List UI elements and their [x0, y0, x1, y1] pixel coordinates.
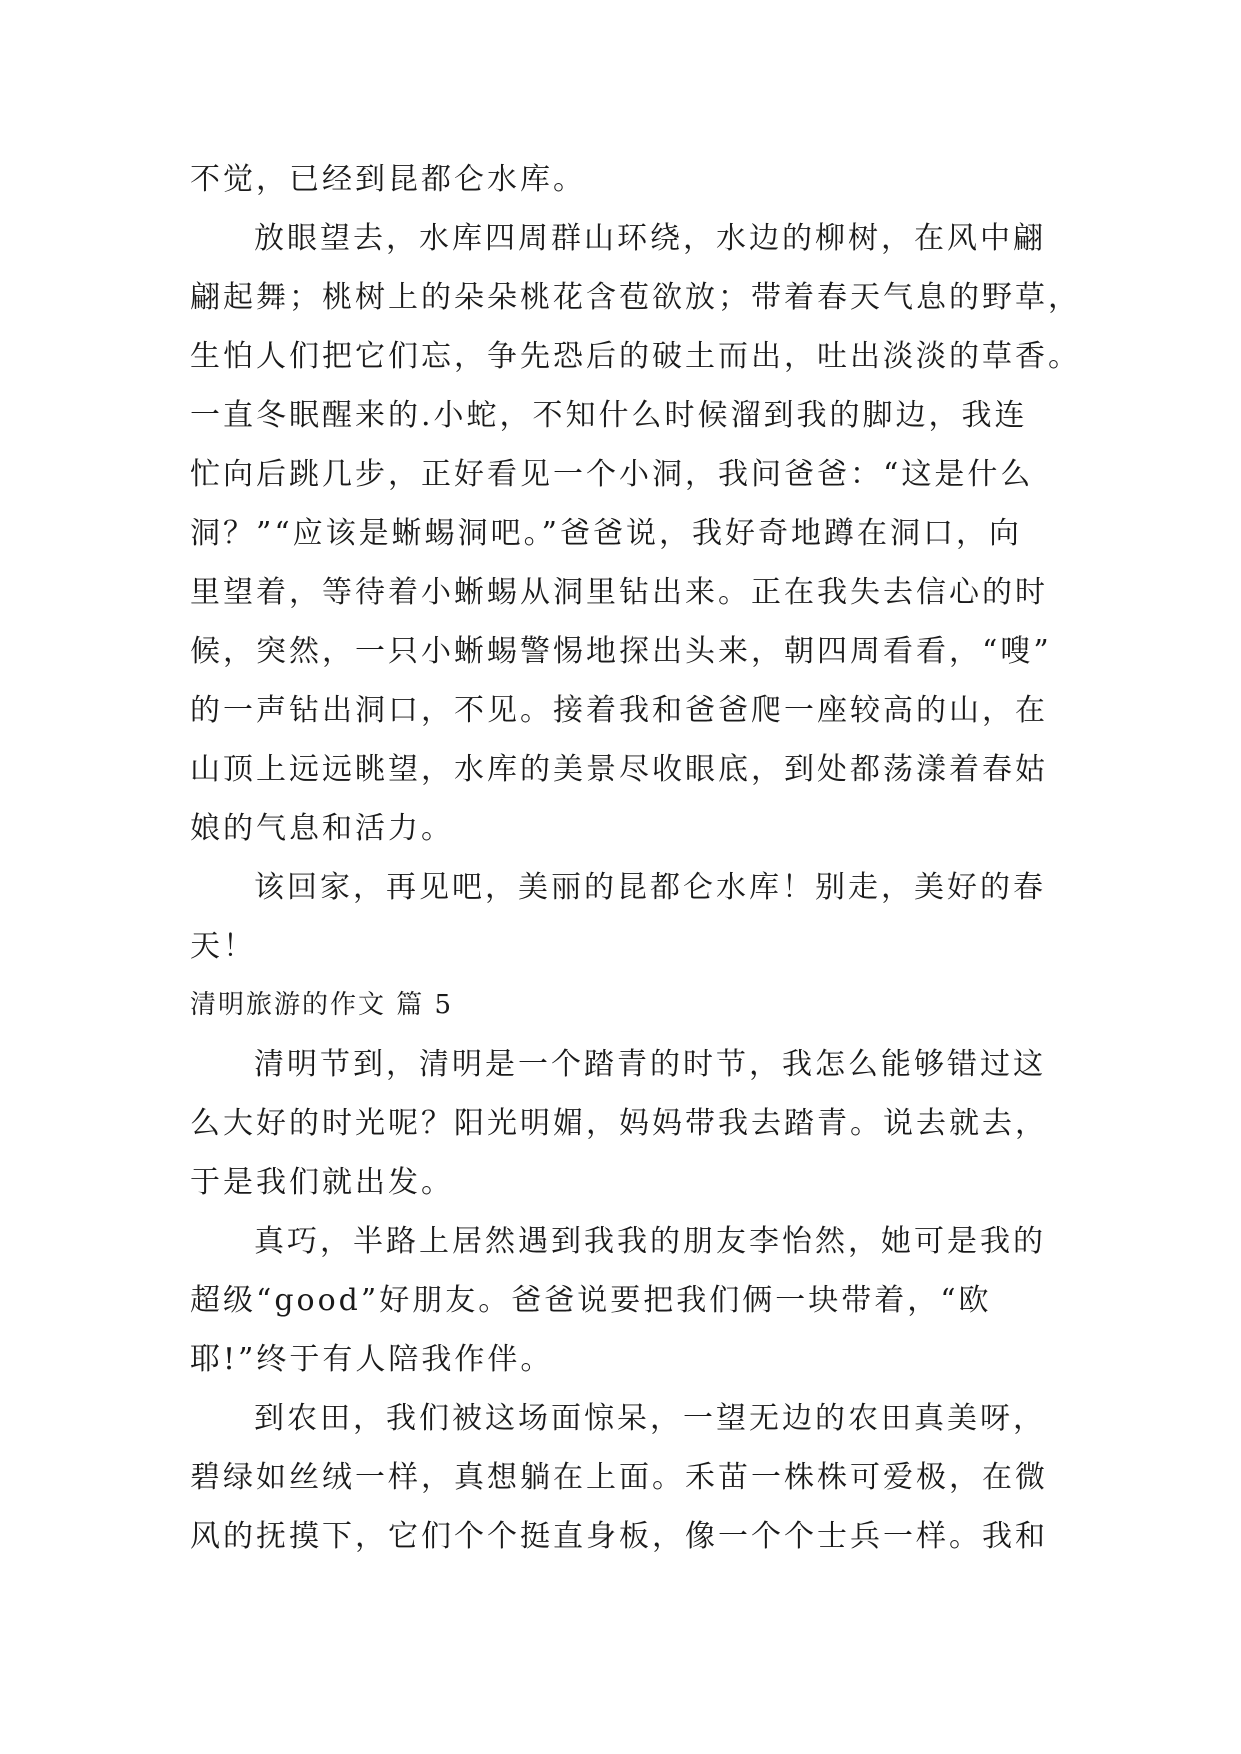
text-line: 里望着，等待着小蜥蜴从洞里钻出来。正在我失去信心的时: [190, 575, 1048, 610]
text-line: 一直冬眠醒来的.小蛇，不知什么时候溜到我的脚边，我连: [190, 398, 1028, 433]
text-line: 翩起舞；桃树上的朵朵桃花含苞欲放；带着春天气息的野草，: [190, 280, 1081, 315]
text-line: 碧绿如丝绒一样，真想躺在上面。禾苗一株株可爱极，在微: [190, 1460, 1048, 1495]
text-line: 生怕人们把它们忘，争先恐后的破土而出，吐出淡淡的草香。: [190, 339, 1081, 374]
section-heading: 清明旅游的作文 篇 5: [190, 990, 454, 1020]
text-line: 耶!”终于有人陪我作伴。: [190, 1342, 554, 1377]
text-line: 超级“good”好朋友。爸爸说要把我们俩一块带着，“欧: [190, 1283, 992, 1318]
text-line: 娘的气息和活力。: [190, 811, 454, 846]
paragraph-start: 真巧，半路上居然遇到我我的朋友李怡然，她可是我的: [254, 1224, 1046, 1259]
text-line: 风的抚摸下，它们个个挺直身板，像一个个士兵一样。我和: [190, 1519, 1048, 1554]
text-line: 于是我们就出发。: [190, 1165, 454, 1200]
text-line: 不觉，已经到昆都仑水库。: [190, 162, 586, 197]
text-line: 的一声钻出洞口，不见。接着我和爸爸爬一座较高的山，在: [190, 693, 1048, 728]
text-line: 天！: [190, 929, 256, 964]
paragraph-start: 该回家，再见吧，美丽的昆都仑水库！别走，美好的春: [254, 870, 1046, 905]
document-page: [190, 150, 1081, 1566]
paragraph-start: 到农田，我们被这场面惊呆，一望无边的农田真美呀，: [254, 1401, 1046, 1436]
text-line: 候，突然，一只小蜥蜴警惕地探出头来，朝四周看看，“嗖”: [190, 634, 1052, 669]
text-line: 么大好的时光呢？阳光明媚，妈妈带我去踏青。说去就去，: [190, 1106, 1048, 1141]
text-line: 忙向后跳几步，正好看见一个小洞，我问爸爸：“这是什么: [190, 457, 1034, 492]
text-line: 山顶上远远眺望，水库的美景尽收眼底，到处都荡漾着春姑: [190, 752, 1048, 787]
text-line: 洞？”“应该是蜥蜴洞吧。”爸爸说，我好奇地蹲在洞口，向: [190, 516, 1023, 551]
paragraph-start: 放眼望去，水库四周群山环绕，水边的柳树，在风中翩: [254, 221, 1046, 256]
paragraph-start: 清明节到，清明是一个踏青的时节，我怎么能够错过这: [254, 1047, 1046, 1082]
